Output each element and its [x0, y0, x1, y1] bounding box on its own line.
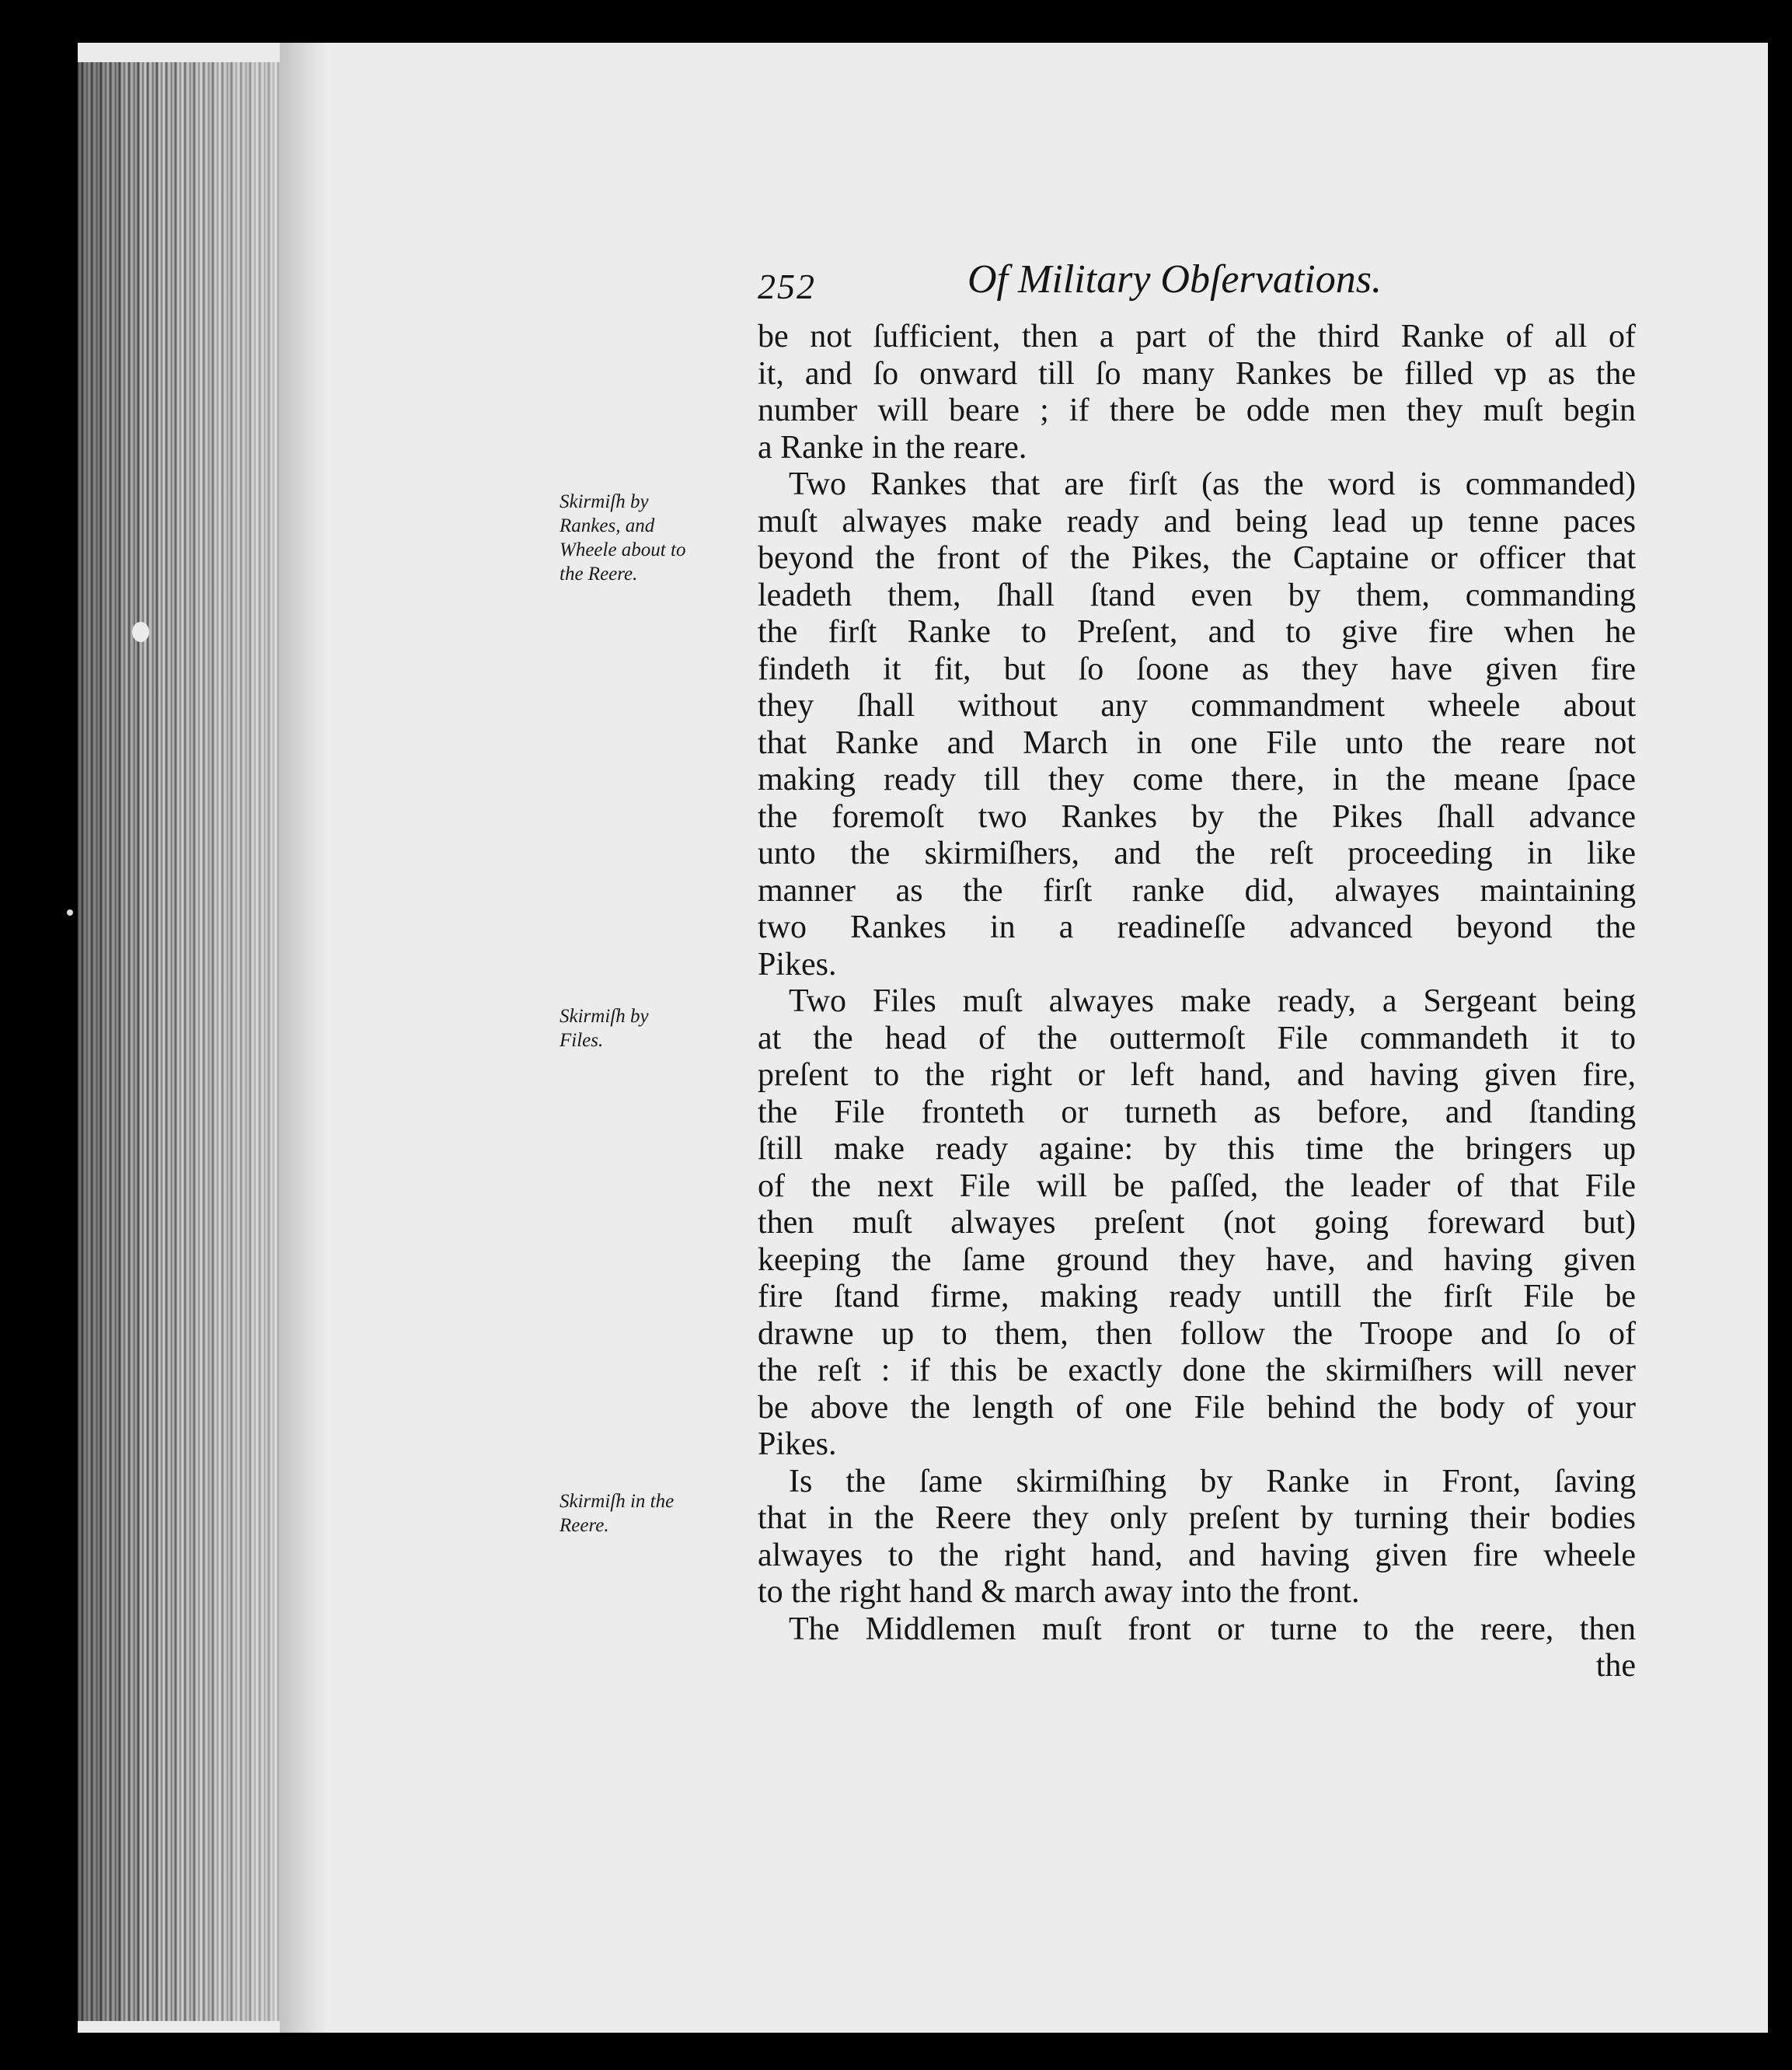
text-line: then muſt alwayes preſent (not going foreward but)	[758, 1205, 1636, 1241]
text-line: Pikes.	[758, 1426, 837, 1462]
margin-note-line: Skirmiſh in the	[560, 1491, 675, 1512]
running-title: Of Military Obſervations.	[967, 257, 1382, 302]
text-line: Is the ſame skirmiſhing by Ranke in Front, ſaving	[789, 1463, 1636, 1499]
text-line: that in the Reere they only preſent by turning their bodies	[758, 1500, 1636, 1536]
text-line: making ready till they come there, in the meane ſpace	[758, 762, 1636, 798]
text-line: Two Rankes that are firſt (as the word is commanded)	[789, 466, 1636, 502]
text-line: they ſhall without any commandment wheele about	[758, 688, 1636, 724]
text-line: drawne up to them, then follow the Troope and ſo of	[758, 1315, 1636, 1352]
text-line: ſtill make ready againe: by this time the bringers up	[758, 1131, 1636, 1167]
margin-note-skirmish-in-the-reere	[560, 1489, 738, 1538]
text-line: of the next File will be paſſed, the leader of that File	[758, 1168, 1636, 1204]
text-line: beyond the front of the Pikes, the Captaine or officer that	[758, 540, 1636, 576]
scan-speck	[132, 622, 149, 642]
text-line: the File fronteth or turneth as before, and ſtanding	[758, 1094, 1636, 1130]
text-line: be not ſufficient, then a part of the third Ranke of all of	[758, 319, 1636, 354]
body-text	[758, 319, 1636, 1685]
text-line: fire ſtand firme, making ready untill the firſt File be	[758, 1279, 1636, 1314]
text-line: keeping the ſame ground they have, and having given	[758, 1241, 1636, 1278]
margin-note-line: Files.	[560, 1030, 604, 1051]
text-line: at the head of the outtermoſt File commandeth it to	[758, 1020, 1636, 1056]
margin-note-line: Skirmiſh by	[560, 1006, 649, 1027]
gutter-shadow	[280, 43, 326, 2033]
text-line: preſent to the right or left hand, and having given fire,	[758, 1057, 1636, 1093]
margin-note-line: Wheele about to	[560, 539, 686, 560]
text-line: the foremoſt two Rankes by the Pikes ſhall advance	[758, 798, 1636, 835]
text-line: number will beare ; if there be odde men they muſt begin	[758, 393, 1636, 428]
text-line: the reſt : if this be exactly done the skirmiſhers will never	[758, 1353, 1636, 1388]
text-line: The Middlemen muſt front or turne to the reere, then	[789, 1611, 1636, 1647]
text-line: findeth it fit, but ſo ſoone as they have given fire	[758, 651, 1636, 687]
text-line: to the right hand & march away into the front.	[758, 1574, 1360, 1610]
text-line: Pikes.	[758, 946, 837, 983]
text-line: two Rankes in a readineſſe advanced beyond the	[758, 909, 1636, 945]
margin-note-line: the Reere.	[560, 564, 638, 585]
margin-note-line: Rankes, and	[560, 515, 655, 536]
text-line: unto the skirmiſhers, and the reſt proceeding in like	[758, 836, 1636, 871]
text-line: that Ranke and March in one File unto the reare not	[758, 724, 1636, 761]
text-line: Two Files muſt alwayes make ready, a Sergeant being	[789, 983, 1636, 1019]
page-number: 252	[758, 267, 816, 306]
scan-speck	[67, 909, 73, 916]
margin-note-skirmish-by-files	[560, 1004, 738, 1052]
text-line: manner as the firſt ranke did, alwayes maintaining	[758, 872, 1636, 909]
text-line: leadeth them, ſhall ſtand even by them, commanding	[758, 577, 1636, 613]
margin-note-line: Reere.	[560, 1515, 609, 1536]
text-line: a Ranke in the reare.	[758, 429, 1027, 466]
text-line: alwayes to the right hand, and having given fire wheele	[758, 1537, 1636, 1573]
text-line: muſt alwayes make ready and being lead up tenne paces	[758, 503, 1636, 539]
text-line: it, and ſo onward till ſo many Rankes be filled vp as the	[758, 355, 1636, 392]
page-edges-shading	[78, 62, 280, 2021]
text-line: be above the length of one File behind the body of your	[758, 1389, 1636, 1426]
running-header	[758, 257, 1628, 319]
catchword: the	[1595, 1648, 1636, 1684]
margin-note-skirmish-by-rankes	[560, 490, 738, 586]
margin-note-line: Skirmiſh by	[560, 491, 649, 512]
text-line: the firſt Ranke to Preſent, and to give fire when he	[758, 614, 1636, 650]
